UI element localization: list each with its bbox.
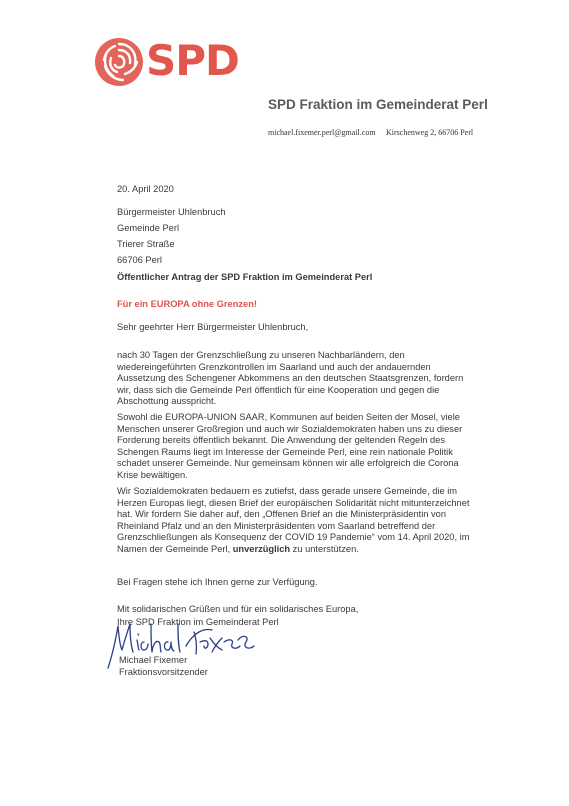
slogan: Für ein EUROPA ohne Grenzen! [117,299,257,309]
contact-email[interactable]: michael.fixemer.perl@gmail.com [268,128,376,137]
body-paragraph-3 [117,486,482,556]
recipient-line: Gemeinde Perl [117,223,180,233]
letter-subject: Öffentlicher Antrag der SPD Fraktion im Gemeinderat Perl [117,272,373,282]
contact-address: Kirschenweg 2, 66706 Perl [386,128,474,137]
paragraph-line: Schengen Raums liegt im Interesse der Gemeinde Perl, eine rein nationale Politik [117,446,453,457]
emphasis-unverzueglich: unverzüglich [232,543,291,554]
paragraph-line: wir, dass sich die Gemeinde Perl öffentlich für eine Kooperation und gegen die [117,384,440,395]
closing-line: Ihre SPD Fraktion im Gemeinderat Perl [117,617,279,627]
body-paragraph-2 [117,412,482,482]
text-run: zu unterstützen. [290,543,359,554]
paragraph-line: Abschottung ausspricht. [117,396,217,407]
paragraph-line: Grenzschließungen als Konsequenz der COVID 19 Pandemie“ vom 14. April 2020, im [117,532,470,543]
recipient-line: Trierer Straße [117,239,175,249]
paragraph-line: Forderung bereits öffentlich bekannt. Die Anwendung der geltenden Regeln des [117,435,446,446]
paragraph-line: nach 30 Tagen der Grenzschließung zu unseren Nachbarländern, den [117,350,405,360]
paragraph-line: Menschen unserer Großregion und auch wir Sozialdemokraten haben uns zu dieser [117,423,463,434]
paragraph-line: wiedereingeführten Grenzkontrollen im Saarland und auch der andauernden [117,361,431,372]
paragraph-line: Sowohl die EUROPA-UNION SAAR, Kommunen auf beiden Seiten der Mosel, viele [117,412,460,422]
paragraph-line: schadet unserer Gemeinde. Nur gemeinsam können wir alle erfolgreich die Corona [117,458,459,469]
paragraph-line: Wir Sozialdemokraten bedauern es zutiefst, dass gerade unsere Gemeinde, die im [117,486,458,496]
letter-date: 20. April 2020 [117,184,174,194]
questions-line: Bei Fragen stehe ich Ihnen gerne zur Verfügung. [117,577,318,587]
signer-name: Michael Fixemer [119,655,188,665]
text-run: Namen der Gemeinde Perl, [117,543,233,554]
salutation: Sehr geehrter Herr Bürgermeister Uhlenbruch, [117,322,309,332]
signer-title: Fraktionsvorsitzender [119,667,208,677]
closing-line: Mit solidarischen Grüßen und für ein solidarisches Europa, [117,604,359,614]
paragraph-line: Krise bewältigen. [117,469,188,480]
paragraph-line: hat. Wir fordern Sie daher auf, den „Offenen Brief an die Ministerpräsidentin von [117,509,447,520]
recipient-line: 66706 Perl [117,255,162,265]
paragraph-line-last [117,544,482,556]
paragraph-line: Aussetzung des Schengener Abkommens an den deutschen Staatsgrenzen, fordern [117,373,464,384]
paragraph-line: Herzen Europas liegt, diesen Brief der europäischen Solidarität nicht mitunterzeichnet [117,497,470,508]
organization-name: SPD Fraktion im Gemeinderat Perl [268,97,488,112]
body-paragraph-1 [117,350,482,408]
paragraph-line: Rheinland Pfalz und an den Ministerpräsidenten vom Saarland betreffend der [117,520,436,531]
spd-logo-text: SPD [146,36,239,85]
recipient-line: Bürgermeister Uhlenbruch [117,207,226,217]
